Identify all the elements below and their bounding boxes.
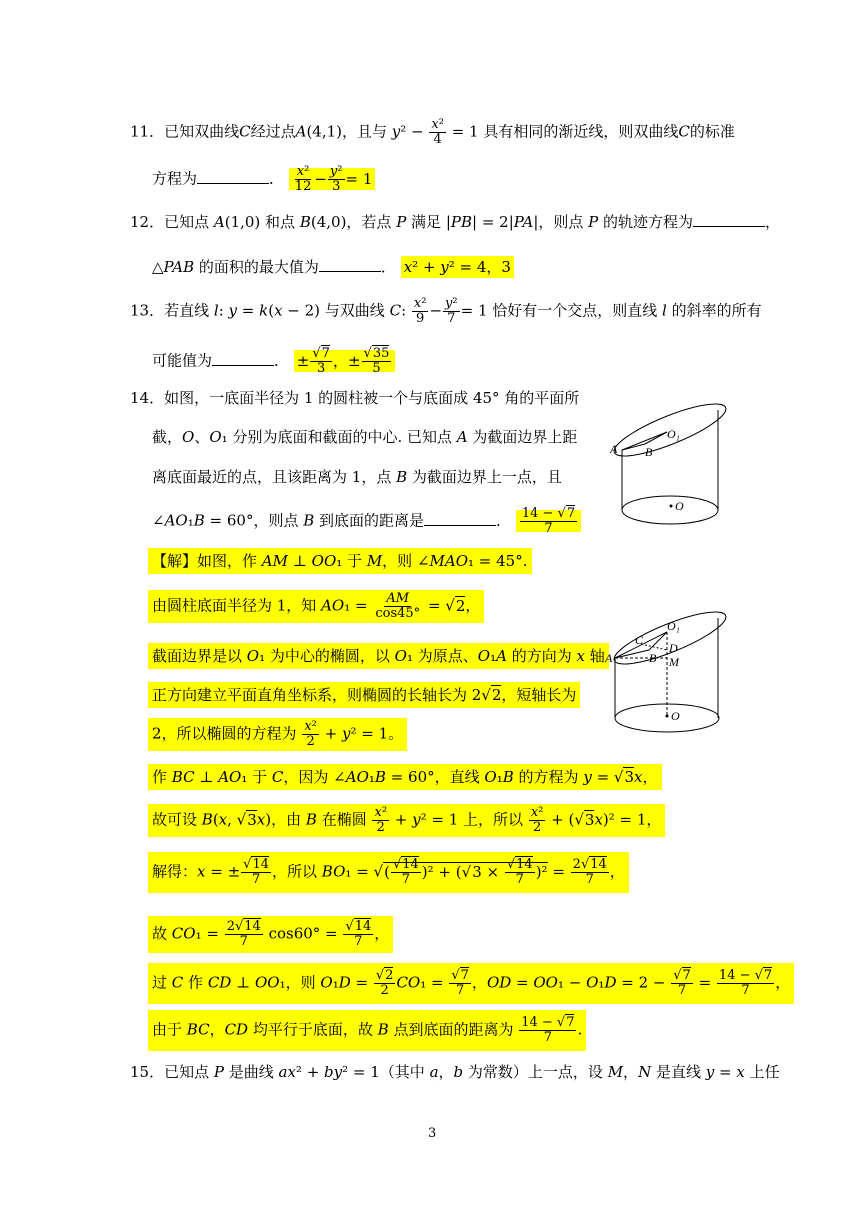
fig2-label-d: D [669,641,678,655]
solution-line2: 由圆柱底面半径为 1，知 AO₁ = $\frac{AM}{\cos 45^\circ}$ = √2， [148,590,484,623]
q13-answer: ± $\frac{√7}{3}$ ，± $\frac{√35}{5}$ [294,350,396,372]
solution-line9: 故 CO₁ = $\frac{2√14}{7}$ cos60° = $\frac{√14}{7}$ ， [148,916,393,953]
q12-answer: x² + y² = 4，3 [401,256,514,278]
q14-answer: $\frac{14 - √7}{7}$ [516,510,581,532]
fig2-label-b: B [649,651,657,665]
fig1-label-o1: O₁ [667,427,680,441]
cylinder-figure-2 [605,600,735,740]
solution-line6: 作 BC ⊥ AO₁ 于 C，因为 ∠AO₁B = 60°，直线 O₁B 的方程为 y = √3x， [148,764,662,790]
fig1-label-o: O [675,499,684,513]
q13-line1: 13．若直线 l: y = k(x − 2) 与双曲线 C: $\frac{\text{x²}}{9}$ − $\frac{\text{y²}}{7}$ = 1 恰好有一个交点，则直线 l 的斜率的所有 [130,296,762,326]
q14-line2: 截，O、O₁ 分别为底面和截面的中心. 已知点 A 为截面边界上距 [152,428,578,446]
q11-line2: 方程为 ． $\frac{\text{x²}}{12}$ − $\frac{\text{y²}}{3}$ = 1 [152,165,375,194]
fig1-label-a: A [610,442,618,456]
solution-line10: 过 C 作 CD ⊥ OO₁，则 O₁D = $\frac{√2}{2}$ CO₁ = $\frac{√7}{7}$ ，OD = OO₁ − O₁D = 2 − $\frac{√7}{7}$ = $\frac{14 - √7}{7}$ ， [148,963,794,1004]
q11-line1: 11．已知双曲线C经过点A(4,1)，且与 y² − $\frac{\text{x²}}{4}$ = 1 具有相同的渐近线，则双曲线C的标准 [130,117,735,147]
solution-line7: 故可设 B(x, √3x)，由 B 在椭圆 $\frac{\text{x²}}{2}$ + y² = 1 上，所以 $\frac{\text{x²}}{2}$ + (√3x)² = 1， [148,804,665,837]
solution-line1: 【解】如图，作 AM ⊥ OO₁ 于 M，则 ∠MAO₁ = 45°. [148,548,532,574]
page-number: 3 [428,1126,437,1141]
q12-line2: △PAB 的面积的最大值为 ． x² + y² = 4，3 [152,257,514,277]
q14-line4: ∠AO₁B = 60°，则点 B 到底面的距离是 ． $\frac{14 - √7}{7}$ [152,507,581,536]
solution-line5: 2，所以椭圆的方程为 $\frac{\text{x²}}{2}$ + y² = 1。 [148,718,407,751]
solution-line3: 截面边界是以 O₁ 为中心的椭圆，以 O₁ 为原点、O₁A 的方向为 x 轴 [148,643,609,669]
q12-line1: 12．已知点 A(1,0) 和点 B(4,0)，若点 P 满足 |PB| = 2|PA|，则点 P 的轨迹方程为 ， [130,213,781,231]
q14-line1: 14．如图，一底面半径为 1 的圆柱被一个与底面成 45° 角的平面所 [130,389,580,407]
solution-line4: 正方向建立平面直角坐标系，则椭圆的长轴长为 2√2，短轴长为 [148,682,580,708]
solution-line8: 解得：x = ± $\frac{√14}{7}$ ，所以 BO₁ = √( $\frac{√14}{7}$ )² + (√3 × $\frac{√14}{7}$ )² = $\frac{2√14}{7}$ ， [148,852,629,893]
solution-line11: 由于 BC，CD 均平行于底面，故 B 点到底面的距离为 $\frac{14 - √7}{7}$ . [148,1010,586,1051]
fig2-label-o: O [671,709,680,723]
q11-answer: $\frac{\text{x²}}{12}$ − $\frac{\text{y²}}{3}$ = 1 [289,168,376,190]
q15-line1: 15．已知点 P 是曲线 ax² + by² = 1（其中 a，b 为常数）上一点，设 M，N 是直线 y = x 上任 [130,1063,780,1081]
cylinder-figure-1 [605,392,735,542]
fig2-label-c: C [635,633,644,647]
fig2-label-a: A [605,651,613,665]
fig2-label-m: M [669,655,679,669]
fig2-label-o1: O₁ [667,619,680,633]
q14-line3: 离底面最近的点，且该距离为 1，点 B 为截面边界上一点，且 [152,468,562,486]
fig1-label-b: B [645,445,653,459]
q13-line2: 可能值为 ． ± $\frac{√7}{3}$ ，± $\frac{√35}{5}$ [152,347,395,376]
